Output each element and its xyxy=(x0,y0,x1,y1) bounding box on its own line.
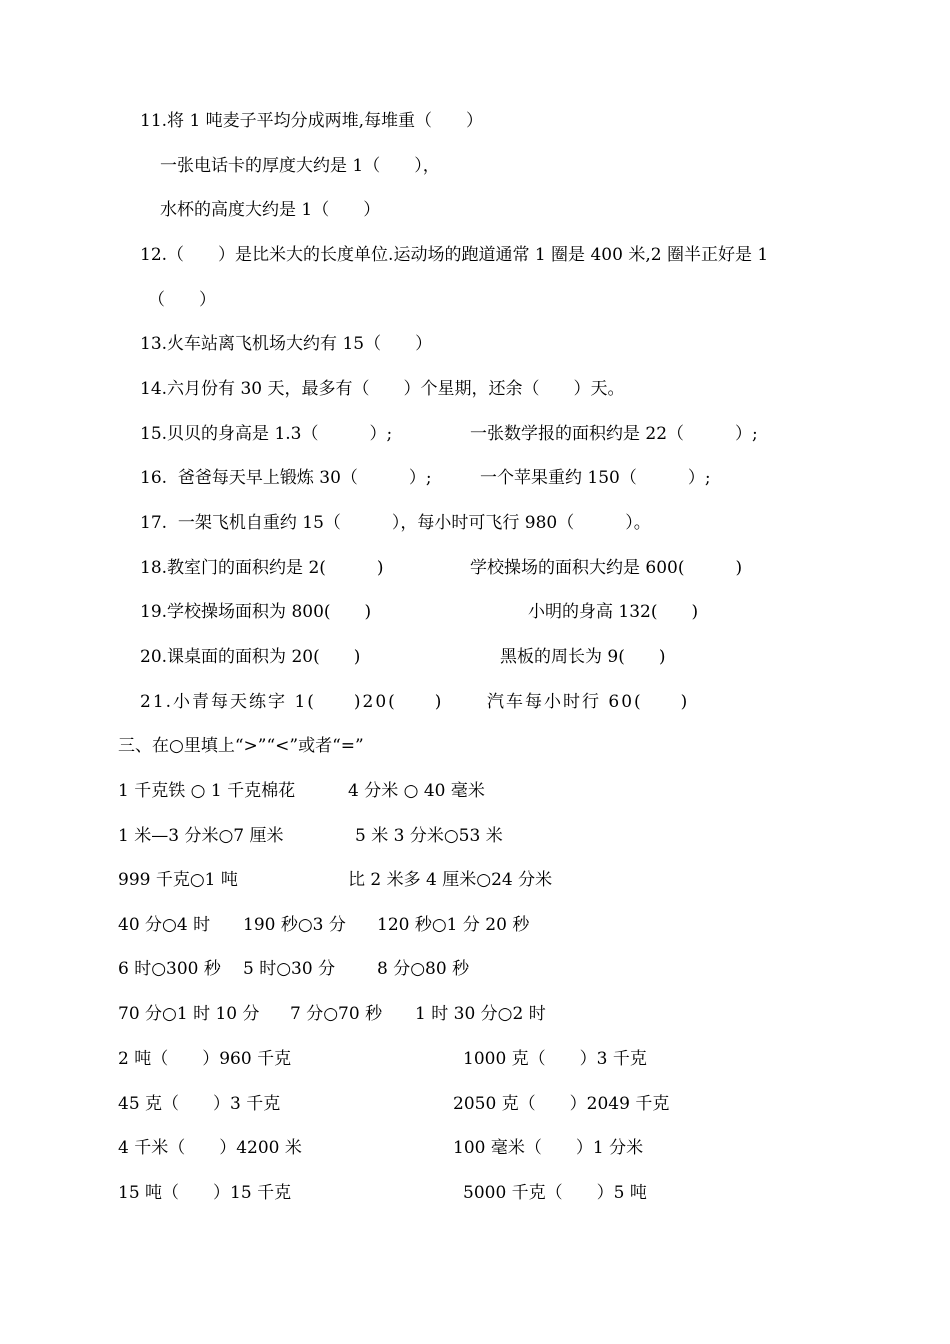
compare-item: 120 秒○1 分 20 秒 xyxy=(377,915,530,935)
question-16-right: 一个苹果重约 150（ ）; xyxy=(480,468,711,488)
question-15-left: 15.贝贝的身高是 1.3（ ）; xyxy=(140,424,393,444)
question-12-line2: （ ） xyxy=(148,290,216,310)
compare-item: 6 时○300 秒 xyxy=(118,959,221,979)
compare-item: 2050 克（ ）2049 千克 xyxy=(453,1094,670,1114)
question-18-right: 学校操场的面积大约是 600( ) xyxy=(470,558,743,578)
compare-item: 2 吨（ ）960 千克 xyxy=(118,1049,292,1069)
compare-item: 70 分○1 时 10 分 xyxy=(118,1004,260,1024)
question-21-right: 汽车每小时行 60( ) xyxy=(487,692,690,712)
question-19-right: 小明的身高 132( ) xyxy=(528,602,699,622)
compare-item: 40 分○4 时 xyxy=(118,915,211,935)
question-20-right: 黑板的周长为 9( ) xyxy=(500,647,666,667)
compare-item: 1 米—3 分米○7 厘米 xyxy=(118,826,284,846)
question-13: 13.火车站离飞机场大约有 15（ ） xyxy=(140,334,433,354)
compare-item: 5 时○30 分 xyxy=(243,959,336,979)
question-18-left: 18.教室门的面积约是 2( ) xyxy=(140,558,384,578)
compare-item: 4 分米 ○ 40 毫米 xyxy=(348,781,485,801)
question-11-line2: 一张电话卡的厚度大约是 1（ ）， xyxy=(160,156,440,176)
compare-item: 999 千克○1 吨 xyxy=(118,870,238,890)
question-21-left: 21.小青每天练字 1( )20( ) xyxy=(140,692,444,712)
question-20-left: 20.课桌面的面积为 20( ) xyxy=(140,647,361,667)
compare-item: 8 分○80 秒 xyxy=(377,959,470,979)
question-11-line3: 水杯的高度大约是 1（ ） xyxy=(160,200,381,220)
compare-item: 5000 千克（ ）5 吨 xyxy=(463,1183,647,1203)
question-14: 14.六月份有 30 天，最多有（ ）个星期，还余（ ）天。 xyxy=(140,379,625,399)
compare-item: 1000 克（ ）3 千克 xyxy=(463,1049,647,1069)
compare-item: 100 毫米（ ）1 分米 xyxy=(453,1138,644,1158)
compare-item: 190 秒○3 分 xyxy=(243,915,346,935)
compare-item: 15 吨（ ）15 千克 xyxy=(118,1183,292,1203)
compare-item: 4 千米（ ）4200 米 xyxy=(118,1138,302,1158)
compare-item: 45 克（ ）3 千克 xyxy=(118,1094,281,1114)
compare-item: 7 分○70 秒 xyxy=(290,1004,383,1024)
question-11-line1: 11.将 1 吨麦子平均分成两堆,每堆重（ ） xyxy=(140,111,484,131)
compare-item: 1 千克铁 ○ 1 千克棉花 xyxy=(118,781,296,801)
question-19-left: 19.学校操场面积为 800( ) xyxy=(140,602,372,622)
question-17: 17. 一架飞机自重约 15（ ），每小时可飞行 980（ ）。 xyxy=(140,513,651,533)
compare-item: 5 米 3 分米○53 米 xyxy=(355,826,503,846)
question-16-left: 16. 爸爸每天早上锻炼 30（ ）; xyxy=(140,468,432,488)
compare-item: 1 时 30 分○2 时 xyxy=(415,1004,546,1024)
question-12-line1: 12.（ ）是比米大的长度单位.运动场的跑道通常 1 圈是 400 米,2 圈半正好是 1 xyxy=(140,245,769,265)
section-3-heading: 三、在○里填上“>”“<”或者“=” xyxy=(118,736,364,756)
compare-item: 比 2 米多 4 厘米○24 分米 xyxy=(348,870,553,890)
question-15-right: 一张数学报的面积约是 22（ ）; xyxy=(470,424,758,444)
